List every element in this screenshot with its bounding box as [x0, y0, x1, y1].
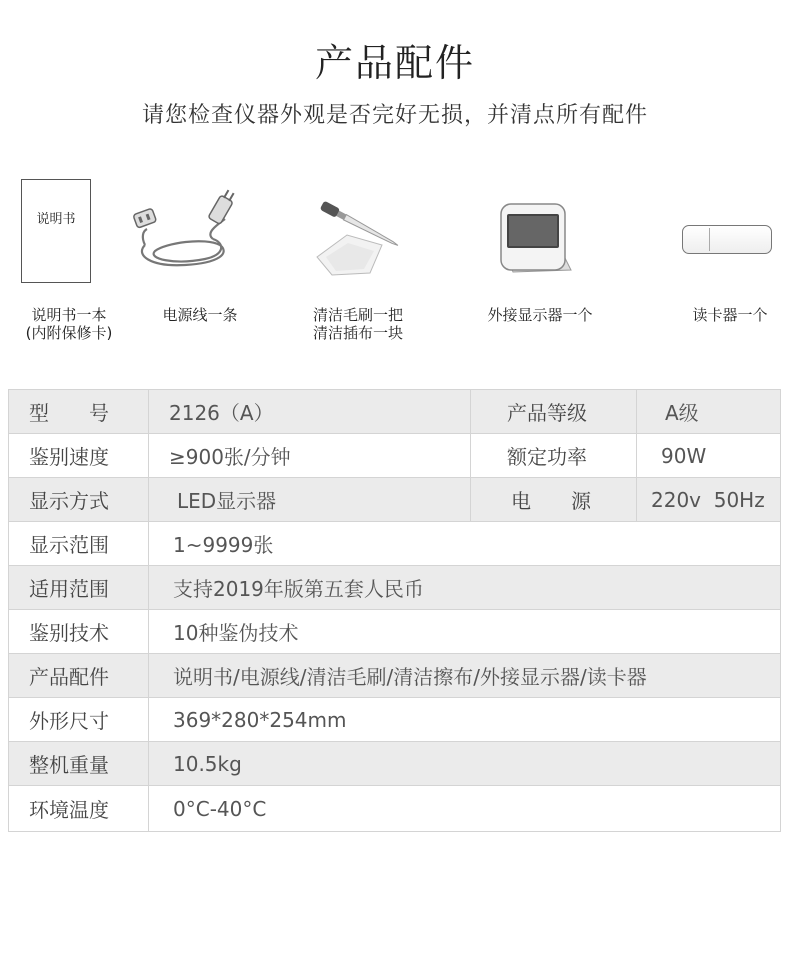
spec-value: 0°C-40°C	[149, 786, 781, 832]
spec-value: 90W	[637, 434, 781, 478]
page-title: 产品配件	[314, 41, 475, 85]
spec-value: A级	[637, 390, 781, 434]
spec-value: 10种鉴伪技术	[149, 610, 781, 654]
display-icon	[495, 200, 577, 275]
table-row	[9, 742, 781, 786]
table-row	[9, 698, 781, 742]
card-reader-icon	[682, 225, 772, 254]
spec-label: 鉴别技术	[9, 610, 149, 654]
spec-label: 鉴别速度	[9, 434, 149, 478]
spec-label: 显示范围	[9, 522, 149, 566]
table-row	[9, 786, 781, 832]
spec-value: 220v 50Hz	[637, 478, 781, 522]
accessory-label-reader: 读卡器一个	[692, 306, 768, 324]
accessory-label-display: 外接显示器一个	[487, 306, 593, 324]
booklet-icon	[21, 179, 91, 283]
spec-label: 电 源	[471, 478, 637, 522]
booklet-cover-text: 说明书	[36, 212, 76, 227]
accessory-label-brush: 清洁毛刷一把 清洁插布一块	[312, 306, 403, 342]
spec-value: LED显示器	[149, 478, 471, 522]
spec-label: 显示方式	[9, 478, 149, 522]
table-row	[9, 610, 781, 654]
table-row	[9, 390, 781, 434]
spec-label: 产品等级	[471, 390, 637, 434]
page-subtitle: 请您检查仪器外观是否完好无损，并清点所有配件	[141, 103, 648, 128]
spec-value: 支持2019年版第五套人民币	[149, 566, 781, 610]
table-row	[9, 522, 781, 566]
spec-label: 产品配件	[9, 654, 149, 698]
spec-value: 1~9999张	[149, 522, 781, 566]
spec-label: 适用范围	[9, 566, 149, 610]
spec-table	[8, 389, 781, 832]
table-row	[9, 654, 781, 698]
spec-label: 整机重量	[9, 742, 149, 786]
spec-value: 说明书/电源线/清洁毛刷/清洁擦布/外接显示器/读卡器	[149, 654, 781, 698]
spec-value: ≥900张/分钟	[149, 434, 471, 478]
spec-label: 外形尺寸	[9, 698, 149, 742]
spec-label: 额定功率	[471, 434, 637, 478]
spec-value: 10.5kg	[149, 742, 781, 786]
accessory-label-booklet: 说明书一本 (内附保修卡)	[25, 306, 113, 342]
spec-label: 型 号	[9, 390, 149, 434]
brush-cloth-icon	[312, 195, 412, 280]
power-cord-icon	[125, 185, 255, 275]
table-row	[9, 434, 781, 478]
spec-label: 环境温度	[9, 786, 149, 832]
accessory-label-power-cord: 电源线一条	[162, 306, 238, 324]
table-row	[9, 478, 781, 522]
spec-value: 2126（A）	[149, 390, 471, 434]
spec-value: 369*280*254mm	[149, 698, 781, 742]
table-row	[9, 566, 781, 610]
